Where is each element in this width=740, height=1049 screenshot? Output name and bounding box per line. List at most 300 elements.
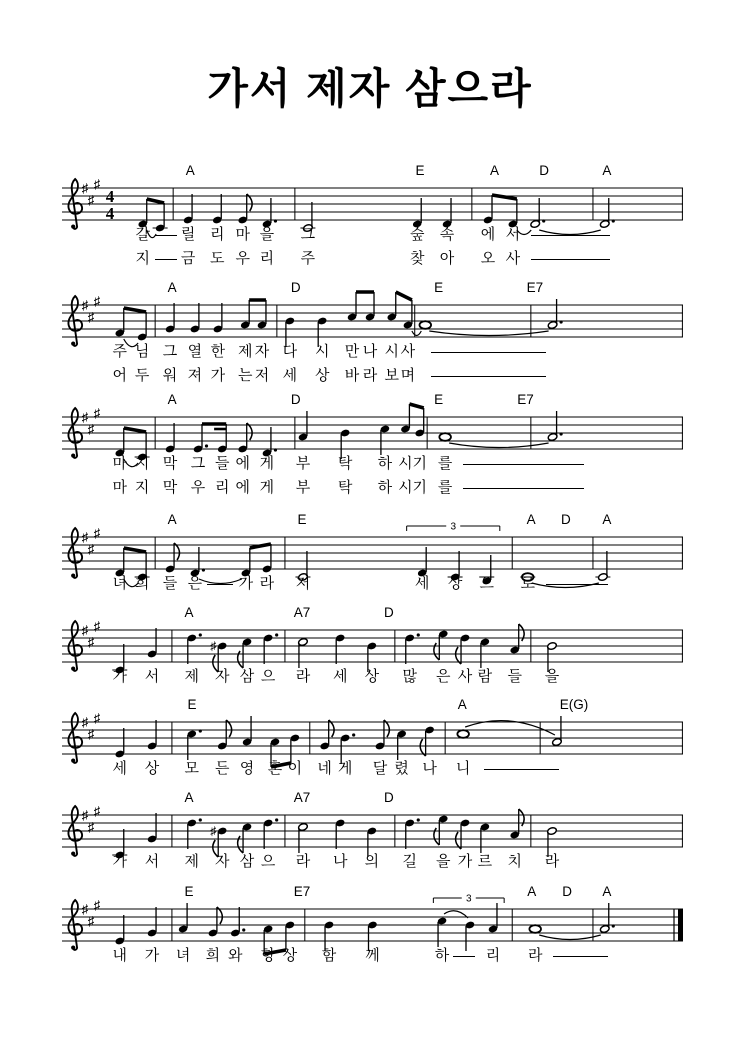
- note: [510, 624, 525, 654]
- lyric-syllable: 저: [295, 575, 311, 592]
- note: [465, 921, 475, 951]
- augmentation-dot: [242, 928, 245, 931]
- lyric-syllable: 금: [180, 250, 196, 267]
- lyric-syllable: 두: [134, 367, 150, 384]
- lyric-syllable: 제: [237, 343, 253, 360]
- lyric-syllable: 를: [437, 455, 453, 472]
- chord-label: A: [167, 280, 177, 295]
- lyric-syllable: 자: [254, 343, 270, 360]
- chord-label: A7: [293, 790, 311, 805]
- whole-notehead: [439, 433, 451, 441]
- lyric-syllable: 는: [237, 367, 253, 384]
- note: [530, 198, 545, 228]
- lyric-syllable: 에: [480, 226, 496, 243]
- note: [190, 303, 200, 333]
- note: [442, 198, 452, 228]
- note: [397, 730, 407, 760]
- lyric-syllable: 나: [422, 760, 437, 777]
- chord-label: E7: [526, 280, 544, 295]
- note: [595, 551, 610, 581]
- lyric-syllable: 로: [520, 575, 535, 592]
- augmentation-dot: [559, 320, 562, 323]
- eighth-flag-icon: [174, 543, 179, 560]
- system-6: [62, 698, 683, 776]
- clef-dot: [71, 759, 75, 763]
- lyric-syllable: 상: [314, 367, 330, 384]
- lyric-syllable: 라: [362, 367, 378, 384]
- lyric-syllable: 탁: [337, 479, 353, 496]
- augmentation-dot: [612, 219, 615, 222]
- lyric-syllable: 하: [434, 947, 450, 964]
- lyric-syllable: 희: [205, 947, 221, 964]
- augmentation-dot: [202, 568, 205, 571]
- lyric-syllable: 지: [134, 455, 150, 472]
- note: [213, 303, 223, 333]
- lyric-syllable: 으: [260, 853, 276, 870]
- lyric-syllable: 달: [372, 760, 388, 777]
- system-1: [62, 163, 683, 267]
- lyric-extension-line: [463, 464, 584, 465]
- page-title: 가서 제자 삼으라: [207, 65, 533, 112]
- key-signature-sharp-icon: ♯: [81, 409, 89, 425]
- lyric-syllable: 시: [384, 343, 399, 360]
- note: [380, 425, 390, 455]
- lyric-syllable: 막: [162, 479, 178, 496]
- lyric-syllable: 다: [282, 343, 298, 360]
- key-signature-sharp-icon: ♯: [87, 421, 95, 437]
- note: [298, 638, 308, 668]
- accidental-sharp-icon: ♯: [210, 824, 217, 838]
- lyric-syllable: 마: [112, 479, 127, 496]
- lyric-syllable: 모: [184, 760, 200, 777]
- lyric-syllable: 렸: [394, 760, 409, 777]
- triplet-number: 3: [450, 521, 457, 533]
- note: [480, 823, 490, 853]
- chord-label: A: [167, 512, 177, 527]
- chord-label: A: [527, 884, 537, 899]
- lyric-syllable: 삼: [239, 853, 255, 870]
- note: [412, 198, 422, 228]
- chord-label: E(G): [559, 697, 589, 712]
- lyric-syllable: 시: [314, 343, 330, 360]
- note: [417, 547, 427, 577]
- eighth-flag-icon: [384, 720, 389, 737]
- lyric-syllable: 라: [295, 668, 311, 685]
- lyric-syllable: 네: [317, 760, 332, 777]
- lyric-syllable: 많: [402, 668, 417, 685]
- note: [298, 823, 308, 853]
- lyric-syllable: 가: [238, 575, 254, 592]
- chord-label: D: [290, 392, 301, 407]
- note: [183, 194, 193, 224]
- augmentation-dot: [199, 818, 202, 821]
- key-signature-sharp-icon: ♯: [93, 710, 101, 726]
- chord-label: E7: [517, 392, 534, 407]
- note: [335, 634, 345, 664]
- lyric-syllable: 들: [162, 575, 178, 592]
- lyric-syllable: 서: [144, 853, 160, 870]
- clef-dot: [71, 946, 75, 950]
- lyric-syllable: 아: [439, 250, 455, 267]
- lyric-syllable: 하: [377, 455, 393, 472]
- clef-dot: [71, 342, 75, 346]
- note: [434, 815, 449, 845]
- clef-dot: [71, 225, 75, 229]
- final-barline: [678, 909, 683, 941]
- lyric-syllable: 상: [282, 947, 298, 964]
- note: [600, 198, 615, 228]
- chord-label: E: [415, 163, 425, 178]
- note: [488, 903, 498, 933]
- lyric-syllable: 나: [362, 343, 378, 360]
- lyric-syllable: 오: [480, 250, 496, 267]
- note: [115, 915, 125, 945]
- note: [510, 809, 525, 839]
- lyric-syllable: 져: [187, 367, 203, 384]
- lyric-syllable: 에: [235, 479, 250, 496]
- lyric-syllable: 나: [332, 853, 348, 870]
- lyric-syllable: 치: [507, 853, 522, 870]
- chord-label: E: [297, 512, 307, 527]
- lyric-syllable: 으: [479, 575, 494, 592]
- lyric-syllable: 을: [259, 226, 275, 243]
- lyric-syllable: 으: [260, 668, 276, 685]
- key-signature-sharp-icon: ♯: [87, 309, 95, 325]
- augmentation-dot: [274, 448, 277, 451]
- eighth-flag-icon: [226, 720, 231, 737]
- lyric-syllable: 리: [214, 479, 230, 496]
- note: [238, 823, 253, 853]
- system-4: [62, 513, 683, 591]
- key-signature-sharp-icon: ♯: [93, 803, 101, 819]
- lyric-syllable: 마: [235, 226, 250, 243]
- eighth-flag-icon: [247, 423, 252, 440]
- note: [457, 730, 469, 738]
- lyric-syllable: 니: [455, 760, 471, 777]
- note: [147, 907, 157, 937]
- note: [439, 433, 451, 441]
- staff: [62, 513, 683, 591]
- eighth-flag-icon: [329, 720, 334, 737]
- lyric-syllable: 가: [457, 853, 473, 870]
- tie-slur: [412, 331, 421, 336]
- chord-label: D: [561, 512, 571, 527]
- lyric-syllable: 그: [162, 343, 178, 360]
- note: [437, 917, 447, 947]
- chord-label: A: [185, 163, 195, 178]
- note: [600, 903, 615, 933]
- lyric-syllable: 상: [144, 760, 160, 777]
- lyric-syllable: 든: [214, 760, 230, 777]
- lyric-extension-line: [155, 259, 177, 260]
- lyric-syllable: 라: [527, 947, 543, 964]
- lyric-syllable: 도: [210, 250, 225, 267]
- time-signature-bottom: 4: [105, 204, 115, 223]
- augmentation-dot: [559, 432, 562, 435]
- chord-label: E: [184, 884, 194, 899]
- key-signature-sharp-icon: ♯: [93, 525, 101, 541]
- chord-label: E: [434, 280, 444, 295]
- lyric-syllable: 을: [436, 853, 451, 870]
- lyric-syllable: 한: [210, 343, 226, 360]
- note: [238, 638, 253, 668]
- key-signature-sharp-icon: ♯: [81, 714, 89, 730]
- chord-label: D: [384, 790, 394, 805]
- note: [147, 628, 157, 658]
- key-signature-sharp-icon: ♯: [93, 897, 101, 913]
- note: [147, 720, 157, 750]
- lyric-syllable: 사: [400, 343, 416, 360]
- lyric-syllable: 항: [260, 947, 276, 964]
- lyric-syllable: 제: [184, 668, 200, 685]
- lyric-syllable: 속: [439, 226, 455, 243]
- chord-label: A7: [293, 605, 311, 620]
- note: [547, 411, 562, 441]
- lyric-syllable: 들: [507, 668, 522, 685]
- lyric-syllable: 세: [332, 668, 348, 685]
- key-signature-sharp-icon: ♯: [93, 176, 101, 192]
- clef-dot: [71, 454, 75, 458]
- lyric-syllable: 삼: [239, 668, 255, 685]
- lyric-syllable: 길: [402, 853, 417, 870]
- system-7: [62, 791, 683, 869]
- lyric-syllable: 막: [162, 455, 178, 472]
- system-5: [62, 606, 683, 684]
- note: [190, 547, 205, 577]
- lyric-syllable: 영: [239, 760, 255, 777]
- chord-label: A: [184, 790, 194, 805]
- lyric-syllable: 람: [477, 668, 493, 685]
- lyric-extension-line: [463, 488, 584, 489]
- chord-label: E: [187, 697, 197, 712]
- lyric-syllable: 기: [412, 479, 427, 496]
- lyric-syllable: 사: [457, 668, 473, 685]
- chord-label: A: [184, 605, 194, 620]
- chord-label: A: [602, 884, 612, 899]
- lyric-syllable: 리: [259, 250, 275, 267]
- key-signature-sharp-icon: ♯: [87, 726, 95, 742]
- key-signature-sharp-icon: ♯: [87, 634, 95, 650]
- lyric-syllable: 함: [321, 947, 337, 964]
- note: [187, 729, 202, 760]
- lyric-syllable: 희: [134, 575, 150, 592]
- note: [480, 638, 490, 668]
- augmentation-dot: [352, 733, 355, 736]
- chord-label: A: [602, 512, 612, 527]
- whole-notehead: [419, 321, 431, 329]
- lyric-syllable: 혼: [267, 760, 283, 777]
- note: [262, 427, 277, 457]
- note: [115, 728, 125, 758]
- lyric-syllable: 라: [544, 853, 560, 870]
- lyric-extension-line: [531, 235, 610, 236]
- tie-slur: [465, 721, 555, 735]
- augmentation-dot: [417, 633, 420, 636]
- lyric-syllable: 찾: [409, 250, 425, 267]
- eighth-flag-icon: [456, 832, 461, 849]
- eighth-flag-icon: [247, 194, 252, 211]
- lyric-syllable: 게: [337, 760, 353, 777]
- eighth-flag-icon: [217, 907, 222, 924]
- lyric-syllable: 가: [144, 947, 160, 964]
- lyric-syllable: 릴: [180, 226, 196, 243]
- lyric-syllable: 라: [295, 853, 311, 870]
- note: [147, 813, 157, 843]
- lyric-syllable: 지: [134, 479, 150, 496]
- lyric-syllable: 가: [112, 668, 127, 685]
- chord-label: D: [539, 163, 550, 178]
- lyric-syllable: 만: [344, 343, 360, 360]
- lyric-extension-line: [531, 259, 610, 260]
- lyric-syllable: 이: [287, 760, 303, 777]
- augmentation-dot: [199, 633, 202, 636]
- lyric-syllable: 자: [214, 853, 230, 870]
- augmentation-dot: [612, 924, 615, 927]
- lyric-syllable: 서: [144, 668, 160, 685]
- lyric-syllable: 시: [398, 479, 413, 496]
- lyric-extension-line: [431, 376, 546, 377]
- lyric-extension-line: [207, 584, 232, 585]
- lyric-extension-line: [553, 956, 609, 957]
- lyric-syllable: 그: [190, 455, 206, 472]
- lyric-syllable: 숲: [409, 226, 425, 243]
- note: [165, 423, 175, 453]
- lyric-syllable: 와: [228, 947, 243, 964]
- lyric-syllable: 주: [300, 250, 316, 267]
- lyric-syllable: 녀: [175, 947, 191, 964]
- chord-label: A: [526, 512, 536, 527]
- lyric-syllable: 주: [112, 343, 127, 360]
- lyric-extension-line: [484, 769, 559, 770]
- augmentation-dot: [417, 818, 420, 821]
- key-signature-sharp-icon: ♯: [81, 807, 89, 823]
- note: [242, 716, 252, 746]
- lyric-syllable: 게: [259, 479, 275, 496]
- lyric-syllable: 세: [282, 367, 298, 384]
- lyric-syllable: 상: [364, 668, 380, 685]
- chord-label: E: [434, 392, 444, 407]
- lyric-syllable: 지: [135, 250, 150, 267]
- note: [298, 411, 308, 441]
- tie-slur: [539, 935, 601, 940]
- lyric-syllable: 우: [190, 479, 206, 496]
- eighth-flag-icon: [420, 739, 425, 756]
- augmentation-dot: [205, 444, 208, 447]
- key-signature-sharp-icon: ♯: [87, 913, 95, 929]
- key-signature-sharp-icon: ♯: [93, 293, 101, 309]
- key-signature-sharp-icon: ♯: [81, 901, 89, 917]
- chord-label: D: [384, 605, 394, 620]
- lyric-syllable: 가: [112, 853, 127, 870]
- key-signature-sharp-icon: ♯: [81, 297, 89, 313]
- lyric-syllable: 시: [398, 455, 413, 472]
- lyric-syllable: 며: [400, 367, 416, 384]
- lyric-syllable: 의: [364, 853, 380, 870]
- lyric-syllable: 어: [112, 367, 127, 384]
- eighth-flag-icon: [456, 647, 461, 664]
- lyric-syllable: 기: [412, 455, 427, 472]
- chord-label: D: [562, 884, 573, 899]
- lyric-syllable: 보: [384, 367, 399, 384]
- lyric-syllable: 리: [485, 947, 501, 964]
- lyric-syllable: 들: [214, 455, 230, 472]
- lyric-syllable: 게: [259, 455, 275, 472]
- lyric-syllable: 탁: [337, 455, 353, 472]
- note: [552, 716, 562, 746]
- chord-label: A: [457, 697, 467, 712]
- lyric-syllable: 바: [344, 367, 360, 384]
- lyric-syllable: 자: [214, 668, 230, 685]
- lyric-syllable: 서: [505, 226, 521, 243]
- lyric-syllable: 우: [235, 250, 250, 267]
- lyric-syllable: 을: [544, 668, 560, 685]
- lyric-extension-line: [546, 584, 608, 585]
- note: [178, 903, 188, 933]
- key-signature-sharp-icon: ♯: [81, 622, 89, 638]
- lyric-syllable: 열: [187, 343, 203, 360]
- chord-label: A: [489, 163, 499, 178]
- key-signature-sharp-icon: ♯: [87, 192, 95, 208]
- key-signature-sharp-icon: ♯: [93, 405, 101, 421]
- key-signature-sharp-icon: ♯: [81, 180, 89, 196]
- lyric-extension-line: [155, 235, 177, 236]
- lyric-syllable: 를: [437, 479, 453, 496]
- lyric-syllable: 라: [259, 575, 275, 592]
- augmentation-dot: [199, 729, 202, 732]
- system-8: [62, 885, 683, 963]
- note: [212, 194, 222, 224]
- chord-label: D: [290, 280, 301, 295]
- lyric-syllable: 세: [414, 575, 430, 592]
- lyric-syllable: 르: [477, 853, 493, 870]
- key-signature-sharp-icon: ♯: [93, 618, 101, 634]
- note: [419, 321, 431, 329]
- lyric-syllable: 님: [134, 343, 150, 360]
- lyric-syllable: 워: [162, 367, 178, 384]
- chord-label: A: [167, 392, 177, 407]
- key-signature-sharp-icon: ♯: [87, 541, 95, 557]
- note: [335, 819, 345, 849]
- system-2: [62, 280, 683, 384]
- lyric-syllable: 내: [112, 947, 127, 964]
- whole-notehead: [457, 730, 469, 738]
- lyric-syllable: 하: [377, 479, 393, 496]
- clef-dot: [71, 574, 75, 578]
- augmentation-dot: [542, 219, 545, 222]
- note: [547, 299, 562, 329]
- note: [262, 198, 277, 228]
- augmentation-dot: [274, 219, 277, 222]
- triplet-number: 3: [465, 893, 472, 905]
- augmentation-dot: [275, 818, 278, 821]
- whole-notehead: [529, 925, 541, 933]
- chord-label: E7: [293, 884, 311, 899]
- lyric-syllable: 은: [187, 575, 203, 592]
- lyric-syllable: 부: [295, 479, 311, 496]
- lyric-extension-line: [431, 352, 546, 353]
- tie-slur: [449, 443, 548, 448]
- lyric-syllable: 가: [210, 367, 226, 384]
- lyric-syllable: 에: [235, 455, 250, 472]
- lyric-syllable: 갈: [135, 226, 150, 243]
- lyric-syllable: 저: [254, 367, 270, 384]
- tie-slur: [539, 230, 601, 235]
- lyric-syllable: 은: [436, 668, 451, 685]
- lyric-syllable: 부: [295, 455, 311, 472]
- note: [165, 303, 175, 333]
- lyric-syllable: 상: [447, 575, 463, 592]
- lyric-syllable: 마: [112, 455, 127, 472]
